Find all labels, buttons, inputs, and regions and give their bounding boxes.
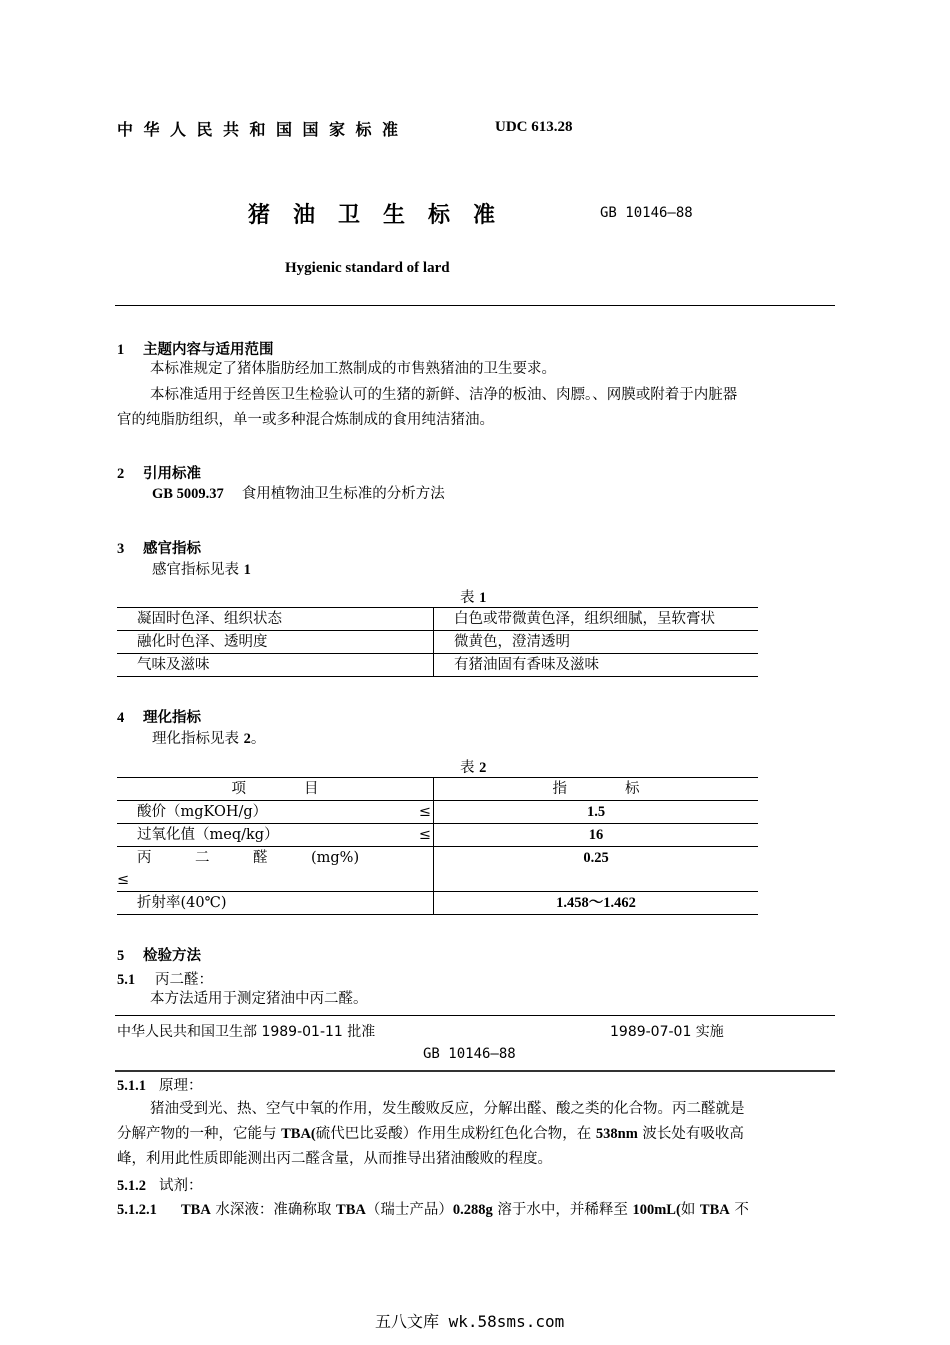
principle-line-2 (117, 1122, 744, 1147)
table-row (117, 892, 758, 915)
text-run: 波长处有吸收高 (637, 1126, 744, 1142)
text-run: （瑞士产品） (365, 1202, 453, 1218)
udc-code: UDC 613.28 (495, 119, 573, 135)
table-cell-item (117, 801, 434, 824)
text-run: 100mL( (632, 1202, 681, 1218)
table-cell-value: 1.5 (434, 801, 759, 824)
table-row (117, 824, 758, 847)
text-run: TBA (699, 1202, 730, 1218)
section-1-heading (117, 338, 274, 359)
table-1-sensory (117, 607, 758, 677)
section-1-paragraph-2-line-2: 官的纯脂肪组织，单一或多种混合炼制成的食用纯洁猪油。 (117, 412, 494, 428)
section-number: 5 (117, 948, 125, 964)
table-header-row (117, 778, 758, 801)
table-cell-value: 1.458～1.462 (434, 892, 759, 915)
table-cell-value: 微黄色，澄清透明 (434, 631, 759, 654)
footer-divider (115, 1015, 835, 1016)
text-run: 538nm (595, 1126, 638, 1142)
text-run: TBA (181, 1202, 211, 1218)
table-cell-value: 白色或带微黄色泽，组织细腻，呈软膏状 (434, 608, 759, 631)
page-break-divider (115, 1070, 835, 1072)
reference-title: 食用植物油卫生标准的分析方法 (241, 486, 445, 502)
table-cell-item: 融化时色泽、透明度 (117, 631, 434, 654)
table-cell-item (117, 847, 434, 892)
table-cell-item (117, 824, 434, 847)
country-standard-label: 中华人民共和国国家标准 (117, 120, 409, 139)
document-title: 猪油卫生标准 (248, 203, 519, 228)
section-title: 理化指标 (143, 710, 201, 726)
reference-code: GB 5009.37 (152, 486, 224, 502)
section-2-heading (117, 462, 201, 483)
table-cell-item: 凝固时色泽、组织状态 (117, 608, 434, 631)
section-title: 原理： (159, 1078, 203, 1094)
text-run: 如 (680, 1202, 700, 1218)
text-run: 溶于水中，并稀释至 (492, 1202, 633, 1218)
table-cell-value: 有猪油固有香味及滋味 (434, 654, 759, 677)
section-number: 5.1.2.1 (117, 1202, 157, 1218)
le-symbol: ≤ (117, 872, 130, 888)
table-header-value: 指 标 (434, 778, 759, 801)
table-row (117, 608, 758, 631)
item-label: 酸价（mgKOH/g） (137, 804, 268, 820)
text-run: 水深液：准确称取 (210, 1202, 337, 1218)
text-run: 不 (729, 1202, 749, 1218)
le-symbol: ≤ (418, 804, 431, 820)
section-title: 主题内容与适用范围 (143, 342, 274, 358)
section-number: 3 (117, 541, 125, 557)
table-row (117, 654, 758, 677)
table-row (117, 847, 758, 892)
english-title: Hygienic standard of lard (285, 260, 450, 276)
table-cell-item: 气味及滋味 (117, 654, 434, 677)
caption-text: 表 (460, 760, 475, 776)
caption-number: 1 (479, 590, 487, 606)
gb-code: GB 10146—88 (600, 205, 693, 221)
item-label: 丙 二 醛 (mg%) (137, 850, 360, 866)
table-cell-item: 折射率(40℃) (117, 892, 434, 915)
section-5-heading (117, 944, 201, 965)
text-run: 硫代巴比妥酸）作用生成粉红色化合物，在 (315, 1126, 596, 1142)
principle-line-1: 猪油受到光、热、空气中氧的作用，发生酸败反应，分解出醛、酸之类的化合物。丙二醛就是 (150, 1101, 745, 1117)
section-number: 5.1.2 (117, 1178, 146, 1194)
section-number: 4 (117, 710, 125, 726)
section-5-1-2-heading (117, 1174, 203, 1195)
text-run: 分解产物的一种，它能与 (117, 1126, 282, 1142)
text-run: 0.288g (452, 1202, 493, 1218)
table-2-physicochemical (117, 777, 758, 915)
table-row (117, 801, 758, 824)
intro-text: 理化指标见表 (152, 731, 239, 747)
table-header-item: 项 目 (117, 778, 434, 801)
table-row (117, 631, 758, 654)
intro-text: 感官指标见表 (152, 562, 239, 578)
section-4-heading (117, 706, 201, 727)
section-number: 1 (117, 342, 125, 358)
approval-info: 中华人民共和国卫生部 1989-01-11 批准 (117, 1024, 376, 1040)
implementation-date: 1989-07-01 实施 (610, 1024, 724, 1040)
section-3-heading (117, 537, 201, 558)
le-symbol: ≤ (418, 827, 431, 843)
section-title: 丙二醛： (155, 972, 213, 988)
section-1-paragraph-2-line-1: 本标准适用于经兽医卫生检验认可的生猪的新鲜、洁净的板油、肉膘。、网膜或附着于内脏器 (150, 387, 738, 403)
section-4-intro (152, 727, 265, 752)
section-5-1-text: 本方法适用于测定猪油中丙二醛。 (150, 991, 368, 1007)
table-2-caption (460, 756, 486, 777)
section-5-1-heading (117, 968, 213, 989)
intro-end: 。 (250, 731, 266, 747)
section-title: 感官指标 (143, 541, 201, 557)
footer-gb-code: GB 10146—88 (423, 1046, 516, 1062)
item-label: 过氧化值（meq/kg） (137, 827, 279, 843)
section-3-intro (152, 558, 251, 583)
section-5-1-1-heading (117, 1074, 203, 1095)
table-cell-value: 0.25 (434, 847, 759, 892)
text-run: TBA( (281, 1126, 316, 1142)
principle-line-3: 峰，利用此性质即能测出丙二醛含量，从而推导出猪油酸败的程度。 (117, 1151, 552, 1167)
section-5-1-2-1-text (117, 1198, 749, 1219)
section-title: 试剂： (159, 1178, 203, 1194)
watermark: 五八文库 wk.58sms.com (375, 1312, 565, 1331)
section-number: 5.1.1 (117, 1078, 146, 1094)
caption-number: 2 (479, 760, 487, 776)
table-cell-value: 16 (434, 824, 759, 847)
table-ref-number: 2 (243, 731, 251, 747)
section-title: 引用标准 (143, 466, 201, 482)
reference-standard (152, 482, 445, 507)
section-number: 5.1 (117, 972, 136, 988)
table-1-caption (460, 586, 486, 607)
text-run: TBA (336, 1202, 366, 1218)
header-divider (115, 305, 835, 307)
section-1-paragraph-1: 本标准规定了猪体脂肪经加工熬制成的市售熟猪油的卫生要求。 (150, 361, 556, 377)
section-number: 2 (117, 466, 125, 482)
table-ref-number: 1 (243, 562, 251, 578)
caption-text: 表 (460, 590, 475, 606)
section-title: 检验方法 (143, 948, 201, 964)
